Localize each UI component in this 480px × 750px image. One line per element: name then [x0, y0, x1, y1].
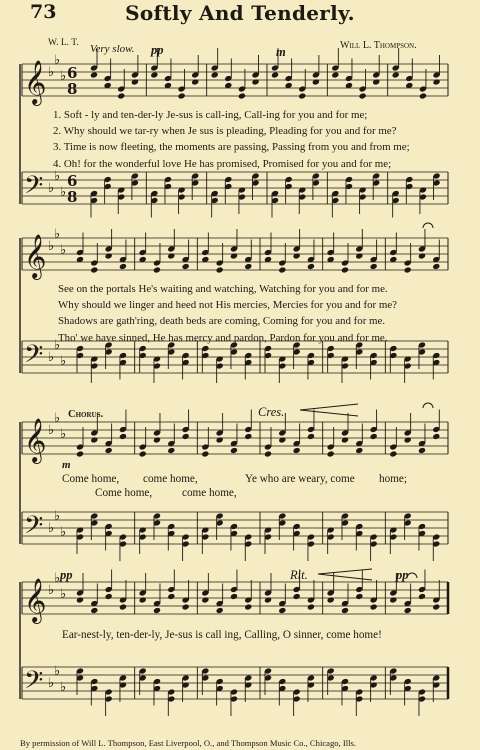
note-head [238, 92, 246, 99]
note-head [370, 433, 378, 440]
note-head [153, 607, 161, 614]
chorus-lyric-2b: come home, [182, 487, 237, 499]
chorus-lyric-1b: come home, [143, 473, 198, 485]
note-head [244, 433, 252, 440]
note-head [355, 252, 363, 259]
chorus-lyric-1a: Come home, [62, 473, 120, 485]
note-head [76, 450, 84, 457]
chorus-lyric-2a: Come home, [95, 487, 153, 499]
note-head [312, 78, 320, 85]
note-head [307, 603, 315, 610]
flat-sign: ♭ [60, 587, 67, 602]
dynamic-pp: pp [151, 43, 164, 57]
note-head [389, 596, 397, 603]
flat-sign: ♭ [48, 239, 55, 254]
flat-sign: ♭ [54, 227, 61, 242]
flat-sign: ♭ [54, 571, 61, 586]
copyright-credit: By permission of Will L. Thompson, East Liverpool, O., and Thompson Music Co., Chicago, Ills. [20, 738, 356, 748]
note-head [139, 596, 147, 603]
note-head [355, 447, 363, 454]
chorus-lyric-1d: home; [379, 473, 407, 485]
flat-sign: ♭ [54, 169, 61, 184]
flat-sign: ♭ [60, 69, 67, 84]
note-head [216, 436, 224, 443]
note-head [418, 593, 426, 600]
note-head [271, 71, 279, 78]
note-head [131, 78, 139, 85]
fermata [423, 403, 433, 408]
flat-sign: ♭ [48, 423, 55, 438]
note-head [167, 447, 175, 454]
note-head [359, 92, 367, 99]
flat-sign: ♭ [48, 521, 55, 536]
note-head [264, 596, 272, 603]
crescendo-hairpin [300, 404, 358, 416]
note-head [372, 78, 380, 85]
bass-clef: 𝄢 [24, 171, 44, 206]
flat-sign: ♭ [48, 65, 55, 80]
time-sig-top: 6 [67, 172, 78, 190]
note-head [90, 266, 98, 273]
dynamic-m: m [276, 45, 286, 59]
note-head [76, 596, 84, 603]
note-head [182, 603, 190, 610]
note-head [432, 263, 440, 270]
note-head [150, 71, 158, 78]
dynamic-rit: Rit. [290, 568, 308, 582]
note-head [298, 92, 306, 99]
note-head [404, 266, 412, 273]
dynamic-pp-end: pp [396, 568, 409, 582]
note-head [182, 433, 190, 440]
note-head [201, 450, 209, 457]
note-head [278, 266, 286, 273]
time-sig-bottom: 8 [67, 188, 78, 206]
note-head [341, 266, 349, 273]
verse-block-2 [58, 281, 397, 346]
note-head [370, 603, 378, 610]
note-head [119, 433, 127, 440]
flat-sign: ♭ [54, 411, 61, 426]
treble-clef: 𝄞 [24, 234, 47, 278]
note-head [331, 71, 339, 78]
note-head [182, 263, 190, 270]
note-head [278, 436, 286, 443]
crescendo-hairpin [318, 569, 372, 580]
flat-sign: ♭ [54, 509, 61, 524]
flat-sign: ♭ [60, 525, 67, 540]
note-head [244, 603, 252, 610]
note-head [432, 433, 440, 440]
chorus-lyric-3: Ear-nest-ly, ten-der-ly, Je-sus is call ing, Calling, O sinner, come home! [62, 629, 382, 641]
note-head [119, 263, 127, 270]
note-head [139, 450, 147, 457]
note-head [191, 78, 199, 85]
note-head [404, 607, 412, 614]
note-head [327, 596, 335, 603]
time-sig-top: 6 [67, 64, 78, 82]
note-head [293, 447, 301, 454]
note-head [404, 436, 412, 443]
verse-3-line-2: Shadows are gath'ring, death beds are coming, Coming for you and for me. [58, 315, 386, 328]
flat-sign: ♭ [60, 354, 67, 369]
dynamic-pp-last: pp [60, 568, 73, 582]
flat-sign: ♭ [48, 676, 55, 691]
bass-clef: 𝄢 [24, 666, 44, 701]
note-head [153, 436, 161, 443]
note-head [117, 92, 125, 99]
flat-sign: ♭ [54, 664, 61, 679]
note-head [105, 447, 113, 454]
flat-sign: ♭ [60, 243, 67, 258]
chorus-label: Chorus. [68, 409, 104, 420]
treble-clef: 𝄞 [24, 60, 47, 104]
note-head [167, 593, 175, 600]
dynamic-cres: Cres. [258, 405, 285, 419]
note-head [341, 436, 349, 443]
note-head [327, 450, 335, 457]
note-head [230, 593, 238, 600]
flat-sign: ♭ [60, 427, 67, 442]
note-head [251, 78, 259, 85]
note-head [264, 450, 272, 457]
verse-4-line-2: Tho' we have sinned, He has mercy and pardon, Pardon for you and for me. [58, 331, 388, 344]
note-head [418, 252, 426, 259]
verse-block-1 [53, 107, 410, 172]
note-head [293, 593, 301, 600]
note-head [244, 263, 252, 270]
tempo-marking: Very slow. [90, 43, 135, 55]
note-head [230, 252, 238, 259]
note-head [389, 450, 397, 457]
fermata [423, 223, 433, 228]
flat-sign: ♭ [48, 181, 55, 196]
note-head [355, 593, 363, 600]
note-head [90, 436, 98, 443]
note-head [392, 71, 400, 78]
note-head [90, 607, 98, 614]
treble-clef: 𝄞 [24, 578, 47, 622]
treble-clef: 𝄞 [24, 418, 47, 462]
note-head [216, 266, 224, 273]
note-head [119, 603, 127, 610]
bass-clef: 𝄢 [24, 340, 44, 375]
note-head [90, 71, 98, 78]
note-head [216, 607, 224, 614]
note-head [230, 447, 238, 454]
verse-3-line-1: 3. Time is now fleeting, the moments are passing, Passing from you and from me; [53, 141, 410, 154]
flat-sign: ♭ [60, 680, 67, 695]
verse-1-line-1: 1. Soft - ly and ten-der-ly Je-sus is call-ing, Call-ing for you and for me; [53, 109, 368, 121]
note-head [432, 78, 440, 85]
verse-1-line-2: See on the portals He's waiting and watching, Watching for you and for me. [58, 283, 388, 295]
hymn-title: Softly And Tenderly. [125, 1, 355, 25]
note-head [307, 263, 315, 270]
note-head [341, 607, 349, 614]
note-head [105, 593, 113, 600]
note-head [432, 603, 440, 610]
note-head [153, 266, 161, 273]
verse-4-line-1: 4. Oh! for the wonderful love He has promised, Promised for you and for me; [53, 157, 392, 170]
note-head [167, 252, 175, 259]
note-head [370, 263, 378, 270]
flat-sign: ♭ [60, 185, 67, 200]
note-head [419, 92, 427, 99]
note-head [418, 447, 426, 454]
verse-2-line-1: 2. Why should we tar-ry when Je sus is pleading, Pleading for you and for me? [53, 125, 397, 138]
dynamic-m-chorus: m [62, 459, 71, 471]
note-head [293, 252, 301, 259]
time-sig-bottom: 8 [67, 80, 78, 98]
bass-clef: 𝄢 [24, 511, 44, 546]
chorus-lyric-1c: Ye who are weary, come [245, 473, 355, 485]
verse-2-line-2: Why should we linger and heed not His mercies, Mercies for you and for me? [58, 299, 398, 312]
page-number: 73 [30, 1, 57, 23]
note-head [105, 252, 113, 259]
lyricist: W. L. T. [48, 38, 79, 48]
flat-sign: ♭ [54, 338, 61, 353]
note-head [178, 92, 186, 99]
note-head [278, 607, 286, 614]
flat-sign: ♭ [48, 583, 55, 598]
note-head [211, 71, 219, 78]
note-head [307, 433, 315, 440]
flat-sign: ♭ [48, 350, 55, 365]
flat-sign: ♭ [54, 53, 61, 68]
composer: Will L. Thompson. [340, 40, 417, 51]
note-head [201, 596, 209, 603]
